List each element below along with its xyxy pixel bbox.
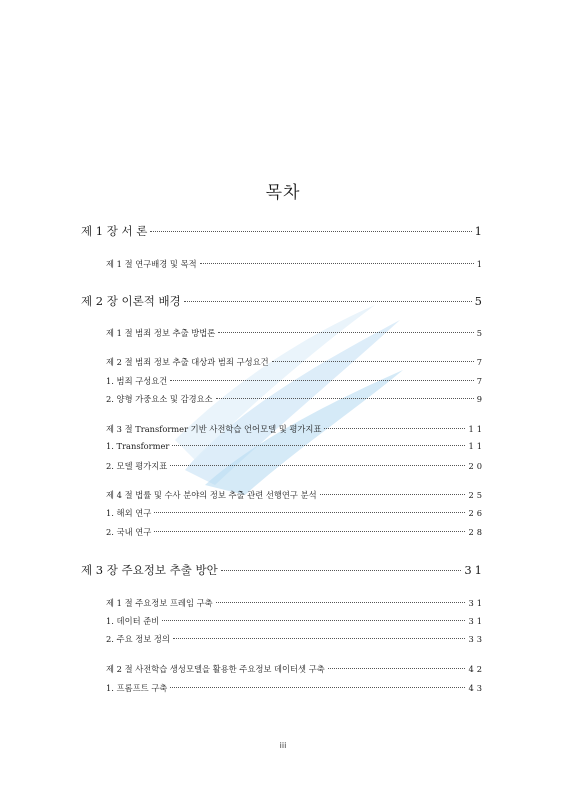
toc-section-2-4[interactable]: 제 4 절 법률 및 수사 분야의 정보 추출 관련 선행연구 분석 25 <box>106 490 485 500</box>
toc-subsection-2-4-1[interactable]: 1. 해외 연구 26 <box>106 508 485 518</box>
toc-subsection-2-3-1[interactable]: 1. Transformer 11 <box>106 441 485 451</box>
toc-subsection-3-1-1[interactable]: 1. 데이터 준비 31 <box>106 616 485 626</box>
toc-chapter-3[interactable]: 제 3 장 주요정보 추출 방안 31 <box>81 563 485 577</box>
toc-subsection-2-2-1[interactable]: 1. 범죄 구성요건 7 <box>106 376 485 386</box>
toc-section-1-1[interactable]: 제 1 절 연구배경 및 목적 1 <box>106 259 485 269</box>
toc-subsection-3-1-2[interactable]: 2. 주요 정보 정의 33 <box>106 634 485 644</box>
toc-subsection-3-2-1[interactable]: 1. 프롬프트 구축 43 <box>106 683 485 693</box>
toc-subsection-2-2-2[interactable]: 2. 양형 가중요소 및 감경요소 9 <box>106 394 485 404</box>
toc-section-2-3[interactable]: 제 3 절 Transformer 기반 사전학습 언어모델 및 평가지표 11 <box>106 424 485 434</box>
page-number: iii <box>279 741 287 750</box>
toc-subsection-2-3-2[interactable]: 2. 모델 평가지표 20 <box>106 461 485 471</box>
toc-section-3-1[interactable]: 제 1 절 주요정보 프레임 구축 31 <box>106 598 485 608</box>
toc-section-3-2[interactable]: 제 2 절 사전학습 생성모델을 활용한 주요정보 데이터셋 구축 42 <box>106 664 485 674</box>
toc-section-2-2[interactable]: 제 2 절 범죄 정보 추출 대상과 범죄 구성요건 7 <box>106 357 485 367</box>
toc-chapter-2[interactable]: 제 2 장 이론적 배경 5 <box>81 294 485 308</box>
toc-subsection-2-4-2[interactable]: 2. 국내 연구 28 <box>106 527 485 537</box>
toc-title: 목차 <box>265 183 301 203</box>
toc-section-2-1[interactable]: 제 1 절 범죄 정보 추출 방법론 5 <box>106 328 485 338</box>
toc-chapter-1[interactable]: 제 1 장 서 론 1 <box>81 224 485 238</box>
